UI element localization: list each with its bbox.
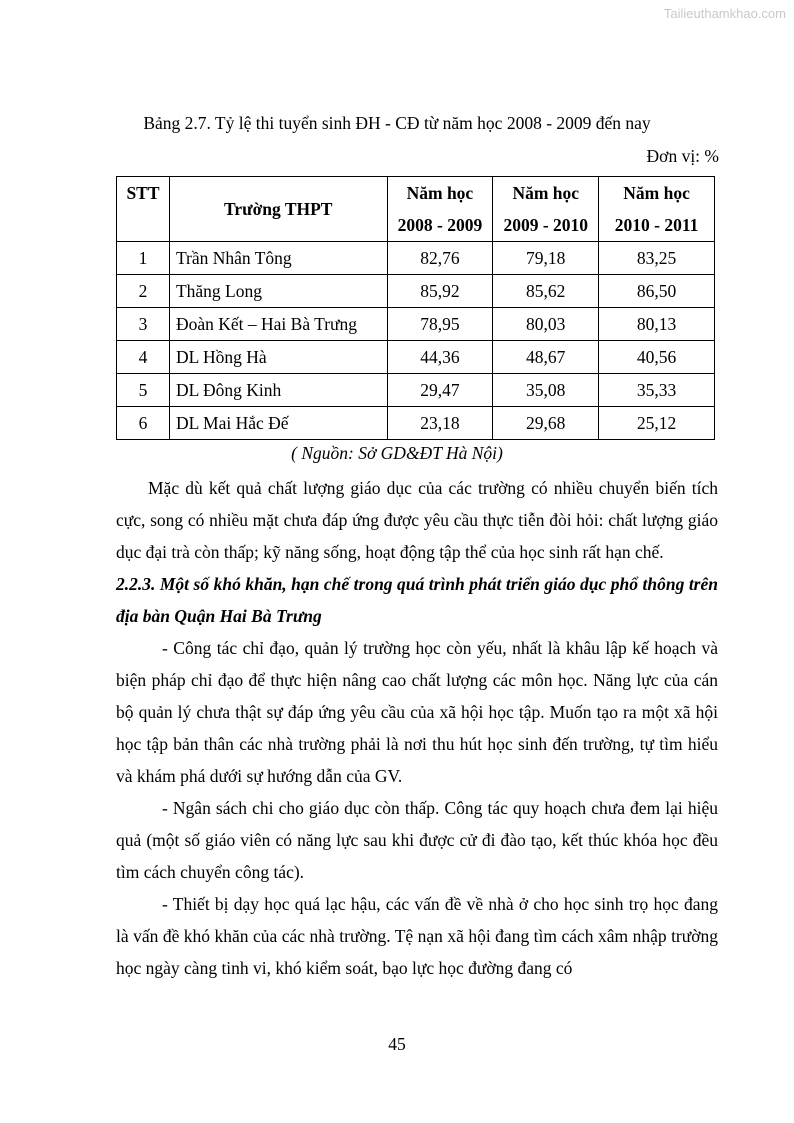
header-school: Trường THPT: [169, 177, 387, 242]
row-value-2008: 82,76: [387, 242, 493, 275]
table-row: [117, 374, 715, 407]
paragraph-3: - Ngân sách chi cho giáo dục còn thấp. Công tác quy hoạch chưa đem lại hiệu quả (một số giáo viên có năng lực sau khi được cử đi đào tạo, kết thúc khóa học đều tìm cách chuyển công tác).: [116, 798, 718, 882]
row-value-2008: 44,36: [387, 341, 493, 374]
table-source: ( Nguồn: Sở GD&ĐT Hà Nội): [291, 443, 503, 463]
paragraph-1: Mặc dù kết quả chất lượng giáo dục của các trường có nhiều chuyển biến tích cực, song có nhiều mặt chưa đáp ứng được yêu cầu thực tiễn đòi hỏi: chất lượng giáo dục đại trà còn thấp; kỹ năng sống, hoạt động tập thể của học sinh rất hạn chế.: [116, 478, 718, 562]
row-value-2010: 40,56: [599, 341, 715, 374]
row-value-2010: 35,33: [599, 374, 715, 407]
table-row: [117, 275, 715, 308]
row-value-2009: 79,18: [493, 242, 599, 275]
header-year-2009: [493, 177, 599, 242]
row-school: Trần Nhân Tông: [169, 242, 387, 275]
row-stt: 3: [117, 308, 170, 341]
table-row: [117, 308, 715, 341]
header-year-2009-line1: Năm học: [512, 183, 580, 203]
row-school: DL Đông Kinh: [169, 374, 387, 407]
row-value-2008: 23,18: [387, 407, 493, 440]
row-school: DL Mai Hắc Đế: [169, 407, 387, 440]
row-stt: 4: [117, 341, 170, 374]
body-text: [116, 472, 718, 984]
table-row: [117, 242, 715, 275]
admission-rate-table: [116, 176, 715, 440]
row-value-2009: 48,67: [493, 341, 599, 374]
section-heading: 2.2.3. Một số khó khăn, hạn chế trong quá trình phát triển giáo dục phổ thông trên địa bàn Quận Hai Bà Trưng: [116, 574, 718, 626]
row-value-2010: 25,12: [599, 407, 715, 440]
header-stt: STT: [117, 177, 170, 242]
row-value-2009: 29,68: [493, 407, 599, 440]
row-value-2009: 85,62: [493, 275, 599, 308]
row-value-2009: 35,08: [493, 374, 599, 407]
row-value-2008: 78,95: [387, 308, 493, 341]
row-value-2010: 83,25: [599, 242, 715, 275]
paragraph-2: - Công tác chỉ đạo, quản lý trường học còn yếu, nhất là khâu lập kế hoạch và biện pháp chỉ đạo để thực hiện nâng cao chất lượng các môn học. Năng lực của cán bộ quản lý chưa thật sự đáp ứng yêu cầu của xã hội học tập. Muốn tạo ra một xã hội học tập bản thân các nhà trường phải là nơi thu hút học sinh đến trường, tự tìm hiểu và khám phá dưới sự hướng dẫn của GV.: [116, 638, 718, 786]
header-year-2010-line2: 2010 - 2011: [614, 215, 699, 235]
row-stt: 5: [117, 374, 170, 407]
header-year-2010: [599, 177, 715, 242]
row-value-2008: 29,47: [387, 374, 493, 407]
row-stt: 6: [117, 407, 170, 440]
header-year-2008-line1: Năm học: [406, 183, 474, 203]
row-school: Đoàn Kết – Hai Bà Trưng: [169, 308, 387, 341]
table-row: [117, 407, 715, 440]
row-value-2008: 85,92: [387, 275, 493, 308]
row-value-2010: 80,13: [599, 308, 715, 341]
watermark: Tailieuthamkhao.com: [663, 6, 786, 21]
paragraph-4: - Thiết bị dạy học quá lạc hậu, các vấn đề về nhà ở cho học sinh trọ học đang là vấn đề khó khăn của các nhà trường. Tệ nạn xã hội đang tìm cách xâm nhập trường học ngày càng tinh vi, khó kiểm soát, bạo lực học đường đang có: [116, 894, 718, 978]
row-value-2010: 86,50: [599, 275, 715, 308]
row-school: Thăng Long: [169, 275, 387, 308]
page-number: 45: [388, 1034, 406, 1054]
header-year-2010-line1: Năm học: [623, 183, 690, 203]
row-school: DL Hồng Hà: [169, 341, 387, 374]
table-row: [117, 341, 715, 374]
table-caption: Bảng 2.7. Tỷ lệ thi tuyển sinh ĐH - CĐ từ năm học 2008 - 2009 đến nay: [143, 113, 651, 133]
table-header-row: [117, 177, 715, 242]
header-year-2009-line2: 2009 - 2010: [503, 215, 589, 235]
row-value-2009: 80,03: [493, 308, 599, 341]
row-stt: 1: [117, 242, 170, 275]
header-year-2008: [387, 177, 493, 242]
row-stt: 2: [117, 275, 170, 308]
unit-label: Đơn vị: %: [646, 146, 719, 166]
header-year-2008-line2: 2008 - 2009: [397, 215, 483, 235]
